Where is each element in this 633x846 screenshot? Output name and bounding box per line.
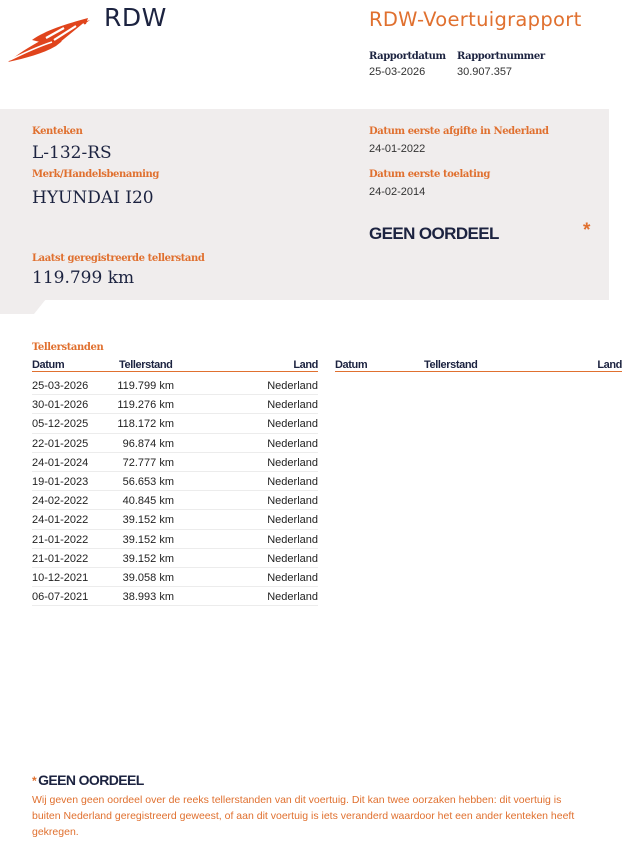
cell-datum: 25-03-2026 bbox=[32, 380, 89, 392]
brand-name: RDW bbox=[104, 3, 167, 32]
col-header-land: Land bbox=[293, 359, 318, 371]
tellerstand-label: Laatst geregistreerde tellerstand bbox=[32, 253, 205, 264]
cell-tellerstand: 119.276 km bbox=[117, 399, 174, 412]
col-header-land-right: Land bbox=[597, 359, 622, 371]
table-row bbox=[32, 472, 318, 491]
rapportnummer-value: 30.907.357 bbox=[457, 66, 513, 78]
col-header-tellerstand: Tellerstand bbox=[119, 359, 173, 371]
cell-land: Nederland bbox=[267, 456, 318, 469]
cell-tellerstand: 96.874 km bbox=[122, 437, 174, 450]
cell-land: Nederland bbox=[267, 437, 318, 450]
cell-tellerstand: 39.058 km bbox=[122, 571, 174, 584]
tellerstand-value: 119.799 km bbox=[32, 268, 135, 288]
table-row bbox=[32, 530, 318, 549]
header-rule-left bbox=[32, 371, 318, 372]
report-title: RDW-Voertuigrapport bbox=[369, 8, 582, 31]
header-rule-right bbox=[335, 371, 622, 372]
footnote-title bbox=[32, 772, 144, 788]
cell-tellerstand: 38.993 km bbox=[122, 591, 174, 604]
footnote-title-text: GEEN OORDEEL bbox=[38, 772, 144, 788]
kenteken-value: L-132-RS bbox=[32, 143, 112, 163]
afgifte-value: 24-01-2022 bbox=[369, 143, 426, 155]
footnote-text: Wij geven geen oordeel over de reeks tellerstanden van dit voertuig. Dit kan twee oorzaken hebben: dit voertuig is buiten Nederland geregistreerd geweest, of aan dit voertuig is iets veranderd waardoor het een ander kenteken heeft gekregen. bbox=[32, 794, 575, 838]
col-header-datum: Datum bbox=[32, 359, 65, 371]
verdict-text: GEEN OORDEEL bbox=[369, 224, 499, 243]
tellerstanden-title: Tellerstanden bbox=[32, 342, 104, 353]
cell-datum: 24-01-2024 bbox=[32, 456, 89, 469]
cell-land: Nederland bbox=[267, 552, 318, 565]
rapportdatum-block bbox=[369, 51, 446, 78]
afgifte-label: Datum eerste afgifte in Nederland bbox=[369, 126, 549, 137]
cell-land: Nederland bbox=[267, 495, 318, 508]
rapportnummer-block bbox=[457, 51, 545, 78]
panel-notch bbox=[0, 299, 46, 315]
cell-tellerstand: 118.172 km bbox=[117, 418, 174, 431]
cell-datum: 24-01-2022 bbox=[32, 514, 89, 527]
cell-tellerstand: 39.152 km bbox=[122, 533, 174, 546]
cell-datum: 06-07-2021 bbox=[32, 591, 89, 604]
cell-datum: 10-12-2021 bbox=[32, 571, 89, 584]
cell-tellerstand: 40.845 km bbox=[122, 495, 174, 508]
table-row bbox=[32, 395, 318, 414]
cell-datum: 30-01-2026 bbox=[32, 399, 89, 412]
footnote-marker: * bbox=[32, 774, 37, 788]
cell-datum: 05-12-2025 bbox=[32, 418, 89, 431]
cell-datum: 21-01-2022 bbox=[32, 533, 89, 546]
table-row bbox=[32, 414, 318, 433]
toelating-value: 24-02-2014 bbox=[369, 186, 426, 198]
cell-land: Nederland bbox=[267, 418, 318, 431]
cell-land: Nederland bbox=[267, 533, 318, 546]
rapportdatum-label: Rapportdatum bbox=[369, 51, 446, 62]
cell-land: Nederland bbox=[267, 571, 318, 584]
cell-tellerstand: 39.152 km bbox=[122, 552, 174, 565]
cell-land: Nederland bbox=[267, 399, 318, 412]
rdw-wing-logo-icon bbox=[6, 16, 92, 64]
merk-label: Merk/Handelsbenaming bbox=[32, 169, 160, 180]
cell-tellerstand: 39.152 km bbox=[122, 514, 174, 527]
cell-tellerstand: 72.777 km bbox=[122, 456, 174, 469]
kenteken-label: Kenteken bbox=[32, 126, 83, 137]
rapportdatum-value: 25-03-2026 bbox=[369, 66, 426, 78]
table-row bbox=[32, 376, 318, 395]
cell-land: Nederland bbox=[267, 591, 318, 604]
cell-land: Nederland bbox=[267, 475, 318, 488]
cell-datum: 22-01-2025 bbox=[32, 437, 89, 450]
cell-tellerstand: 119.799 km bbox=[117, 380, 174, 392]
rapportnummer-label: Rapportnummer bbox=[457, 51, 545, 62]
table-row bbox=[32, 453, 318, 472]
tellerstanden-table bbox=[32, 376, 318, 606]
cell-datum: 19-01-2023 bbox=[32, 475, 89, 488]
col-header-datum-right: Datum bbox=[335, 359, 368, 371]
table-row bbox=[32, 549, 318, 568]
cell-land: Nederland bbox=[267, 380, 318, 392]
table-row bbox=[32, 510, 318, 529]
cell-land: Nederland bbox=[267, 514, 318, 527]
verdict-marker: * bbox=[583, 220, 591, 241]
cell-datum: 24-02-2022 bbox=[32, 495, 89, 508]
table-row bbox=[32, 491, 318, 510]
col-header-tellerstand-right: Tellerstand bbox=[424, 359, 478, 371]
toelating-label: Datum eerste toelating bbox=[369, 169, 490, 180]
table-row bbox=[32, 568, 318, 587]
table-row bbox=[32, 434, 318, 453]
table-row bbox=[32, 587, 318, 606]
cell-datum: 21-01-2022 bbox=[32, 552, 89, 565]
cell-tellerstand: 56.653 km bbox=[122, 475, 174, 488]
merk-value: HYUNDAI I20 bbox=[32, 188, 154, 208]
